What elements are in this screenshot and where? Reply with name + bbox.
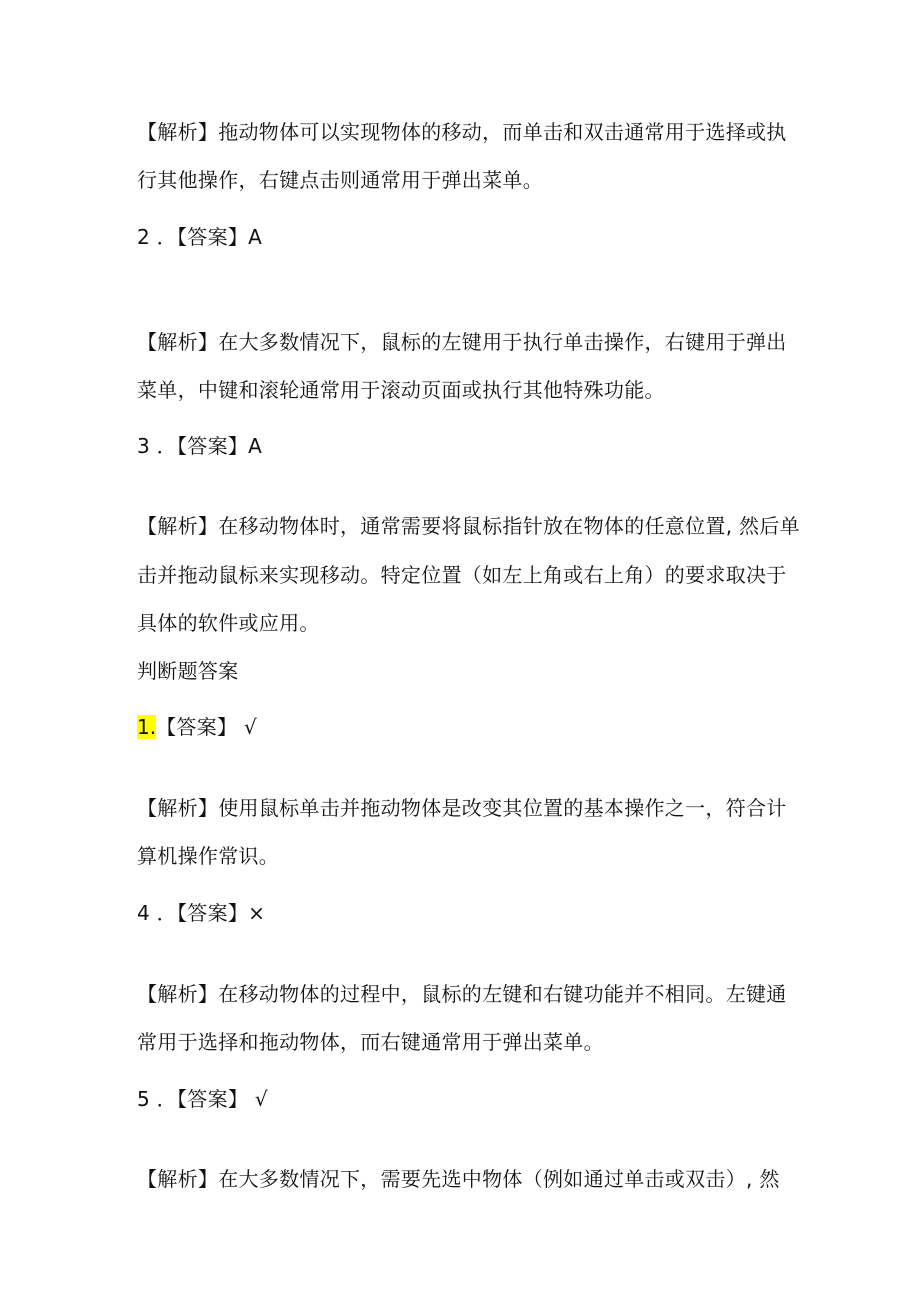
explanation-text: 行其他操作，右键点击则通常用于弹出菜单。 [137, 168, 543, 192]
explanation-text: 【解析】在移动物体的过程中，鼠标的左键和右键功能并不相同。左键通 [137, 982, 787, 1006]
explanation-text: 【解析】在大多数情况下，需要先选中物体（例如通过单击或双击）, 然 [137, 1167, 780, 1191]
answer-label: 【答案】 √ [156, 715, 257, 739]
explanation-text: 算机操作常识。 [137, 844, 280, 868]
answer-line [137, 715, 257, 739]
explanation-text: 【解析】在移动物体时，通常需要将鼠标指针放在物体的任意位置, 然后单 [137, 514, 800, 538]
explanation-text: 【解析】拖动物体可以实现物体的移动，而单击和双击通常用于选择或执 [137, 120, 787, 144]
answer-line: 3 ．【答案】A [137, 434, 263, 458]
answer-line: 5 ．【答案】 √ [137, 1087, 268, 1111]
section-heading: 判断题答案 [137, 659, 239, 683]
explanation-text: 菜单，中键和滚轮通常用于滚动页面或执行其他特殊功能。 [137, 378, 665, 402]
highlighted-number: 1. [137, 715, 157, 739]
explanation-text: 常用于选择和拖动物体，而右键通常用于弹出菜单。 [137, 1030, 604, 1054]
explanation-text: 【解析】使用鼠标单击并拖动物体是改变其位置的基本操作之一，符合计 [137, 796, 787, 820]
answer-line: 2 ．【答案】A [137, 225, 263, 249]
explanation-text: 击并拖动鼠标来实现移动。特定位置（如左上角或右上角）的要求取决于 [137, 563, 787, 587]
answer-line: 4 ．【答案】× [137, 901, 266, 925]
explanation-text: 【解析】在大多数情况下，鼠标的左键用于执行单击操作，右键用于弹出 [137, 330, 787, 354]
explanation-text: 具体的软件或应用。 [137, 611, 320, 635]
